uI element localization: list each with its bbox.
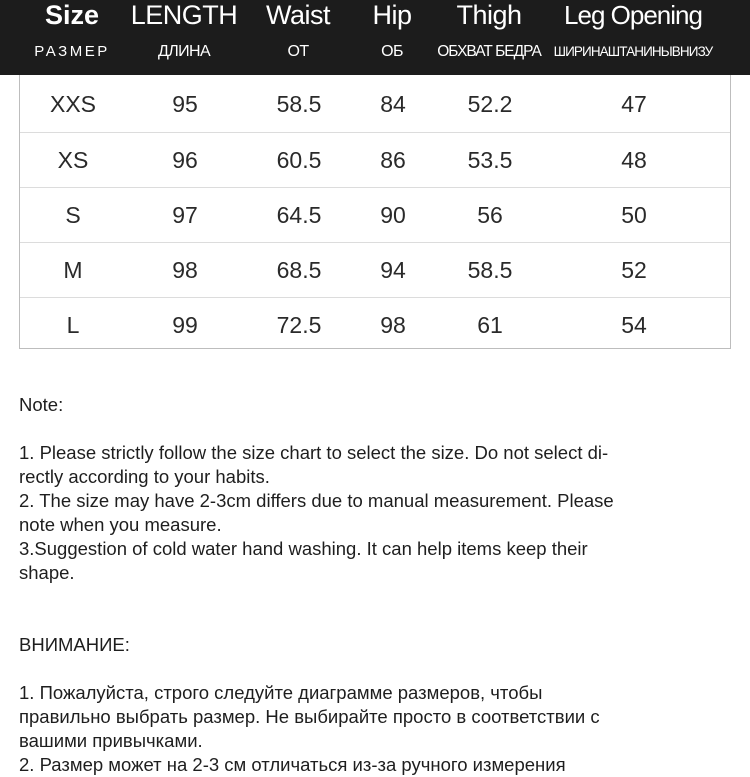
table-row [20, 297, 730, 353]
size-cell: XS [57, 147, 89, 173]
thigh-cell: 61 [477, 312, 503, 338]
header-length-en: LENGTH [130, 0, 238, 30]
notes-en-item-2: 2. The size may have 2-3cm differs due to manual measurement. Please note when you measure. [19, 490, 614, 535]
header-waist [244, 0, 352, 75]
length-cell: 97 [172, 202, 198, 228]
waist-cell: 72.5 [276, 312, 322, 338]
size-cell: XXS [49, 91, 97, 117]
header-waist-en: Waist [266, 0, 330, 30]
header-size-en: Size [44, 0, 100, 30]
hip-cell: 90 [380, 202, 406, 228]
hip-cell: 84 [380, 91, 406, 117]
leg-opening-cell: 48 [621, 147, 647, 173]
notes-section [19, 393, 739, 777]
table-row [20, 242, 730, 298]
size-cell: S [65, 202, 81, 228]
notes-ru-item-1: 1. Пожалуйста, строго следуйте диаграмме размеров, чтобы правильно выбрать размер. Не выбирайте просто в соответствии с вашими привычками. [19, 682, 600, 751]
notes-ru-item-2: 2. Размер может на 2-3 см отличаться из-за ручного измерения [19, 754, 566, 775]
header-leg-opening [548, 0, 718, 75]
length-cell: 96 [172, 147, 198, 173]
header-leg-opening-ru: ШИРИНАШТАНИНЫВНИЗУ [553, 44, 713, 59]
header-thigh [432, 0, 546, 75]
table-row [20, 77, 730, 132]
notes-en-item-1: 1. Please strictly follow the size chart to select the size. Do not select di- rectly according to your habits. [19, 442, 609, 487]
hip-cell: 98 [380, 312, 406, 338]
header-waist-ru: ОТ [287, 43, 309, 60]
size-cell: L [66, 312, 80, 338]
size-cell: M [63, 257, 83, 283]
table-row [20, 187, 730, 243]
thigh-cell: 53.5 [467, 147, 513, 173]
hip-cell: 86 [380, 147, 406, 173]
header-hip-ru: ОБ [381, 43, 403, 60]
leg-opening-cell: 54 [621, 312, 647, 338]
size-chart-header [0, 0, 750, 75]
header-hip-en: Hip [372, 0, 412, 30]
waist-cell: 64.5 [276, 202, 322, 228]
header-thigh-en: Thigh [456, 0, 522, 30]
table-row [20, 132, 730, 188]
leg-opening-cell: 52 [621, 257, 647, 283]
hip-cell: 94 [380, 257, 406, 283]
header-length-ru: ДЛИНА [157, 43, 211, 60]
thigh-cell: 58.5 [467, 257, 513, 283]
length-cell: 98 [172, 257, 198, 283]
length-cell: 99 [172, 312, 198, 338]
size-chart-table [19, 75, 731, 349]
notes-en-title: Note: [19, 394, 64, 415]
header-size-ru: РАЗМЕР [34, 43, 110, 60]
waist-cell: 68.5 [276, 257, 322, 283]
notes-en-item-3: 3.Suggestion of cold water hand washing. It can help items keep their shape. [19, 538, 588, 583]
thigh-cell: 56 [477, 202, 503, 228]
header-length [128, 0, 240, 75]
notes-ru-title: ВНИМАНИЕ: [19, 634, 130, 655]
thigh-cell: 52.2 [467, 91, 513, 117]
waist-cell: 60.5 [276, 147, 322, 173]
leg-opening-cell: 50 [621, 202, 647, 228]
length-cell: 95 [172, 91, 198, 117]
leg-opening-cell: 47 [621, 91, 647, 117]
header-hip [352, 0, 432, 75]
header-thigh-ru: ОБХВАТ БЕДРА [437, 43, 541, 60]
waist-cell: 58.5 [276, 91, 322, 117]
header-leg-opening-en: Leg Opening [564, 0, 702, 30]
header-size [16, 0, 128, 75]
